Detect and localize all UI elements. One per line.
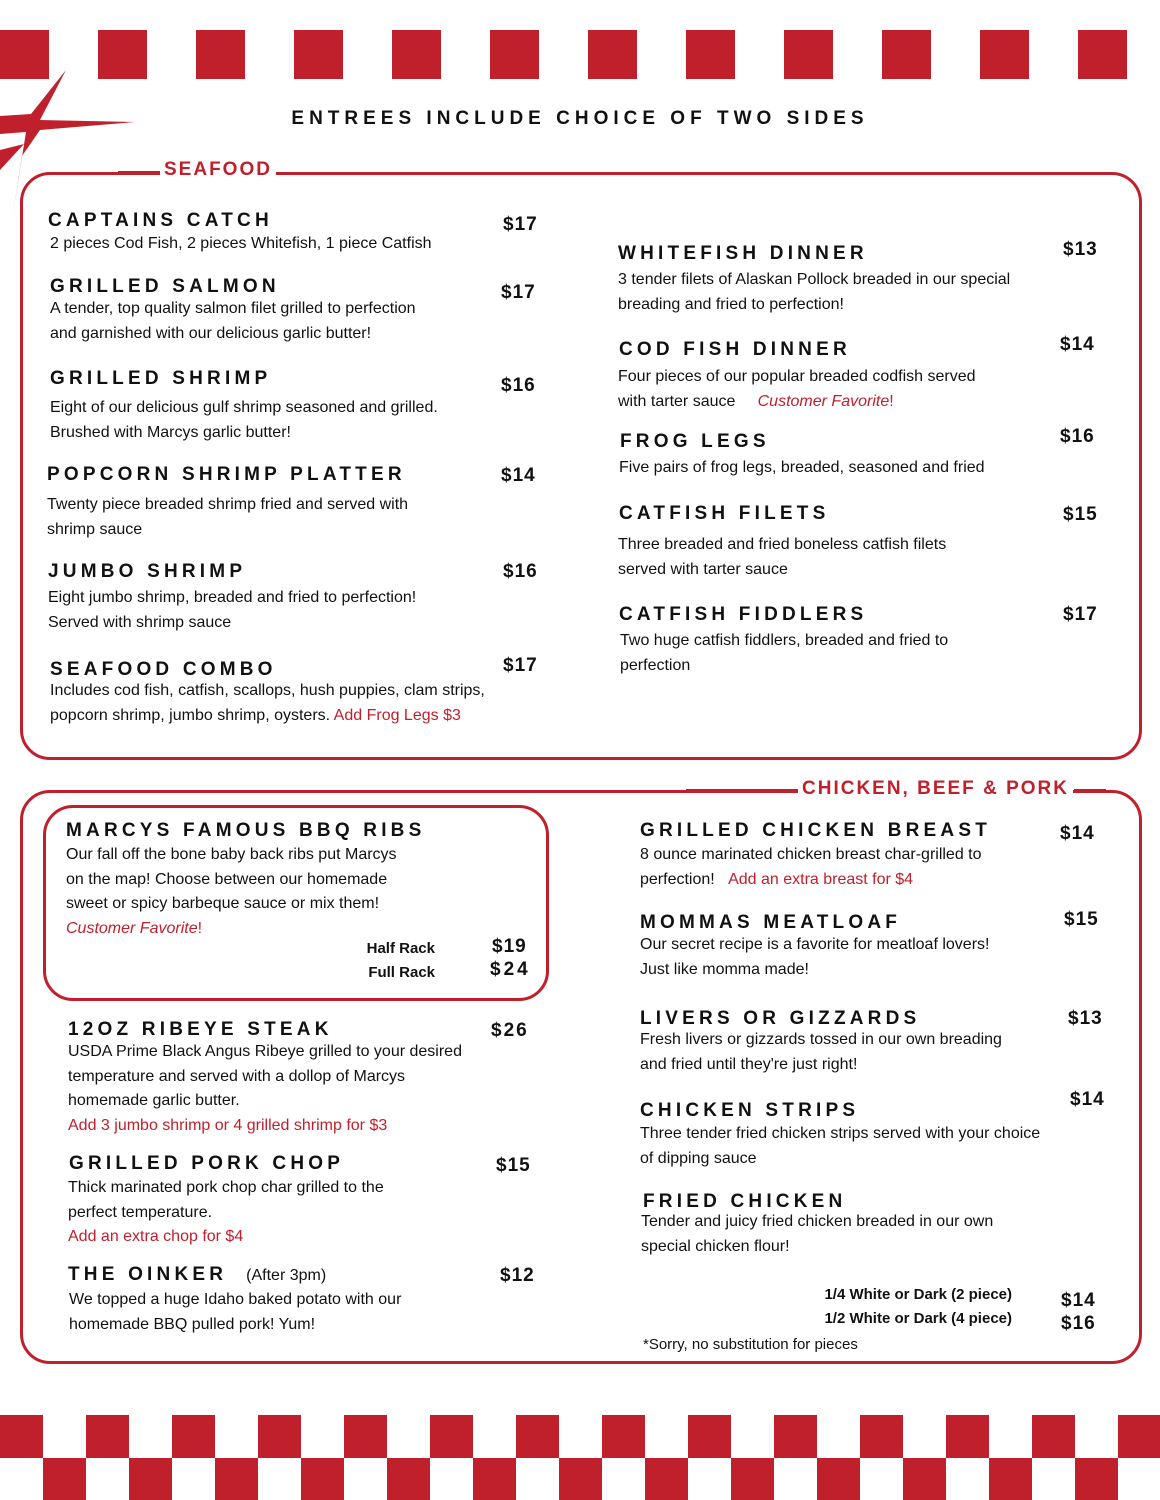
checker-square	[989, 1458, 1032, 1500]
fried-half-label: 1/2 White or Dark (4 piece)	[824, 1310, 1012, 1327]
fried-substitution-note: *Sorry, no substitution for pieces	[643, 1336, 858, 1353]
checker-square	[490, 30, 539, 79]
checker-square	[516, 1415, 559, 1458]
item-pork-chop-price: $15	[496, 1155, 531, 1176]
checker-square	[882, 30, 931, 79]
item-chicken-strips-desc: Three tender fried chicken strips served with your choice of dipping sauce	[640, 1125, 1041, 1167]
item-pork-chop-desc: Thick marinated pork chop char grilled to the perfect temperature. Add an extra chop for $4	[68, 1176, 384, 1250]
item-grilled-chicken-breast-name: GRILLED CHICKEN BREAST	[640, 820, 992, 841]
oinker-time-note: (After 3pm)	[246, 1267, 327, 1284]
checker-square	[602, 1415, 645, 1458]
item-grilled-chicken-breast-price: $14	[1060, 823, 1095, 844]
checker-square	[196, 30, 245, 79]
seafood-section-title: SEAFOOD	[160, 159, 276, 181]
item-catfish-fiddlers-price: $17	[1063, 604, 1098, 625]
item-cod-fish-dinner-desc: Four pieces of our popular breaded codfish served with tarter sauce Customer Favorite!	[618, 368, 976, 410]
checker-square	[559, 1458, 602, 1500]
checker-square	[86, 1415, 129, 1458]
item-captains-catch-price: $17	[503, 214, 538, 235]
item-seafood-combo-price: $17	[503, 655, 538, 676]
checker-square	[430, 1415, 473, 1458]
item-grilled-salmon-desc: A tender, top quality salmon filet grilled to perfection and garnished with our delicious garlic butter!	[50, 300, 416, 342]
fried-half-price: $16	[1061, 1313, 1096, 1334]
checker-square	[645, 1458, 688, 1500]
checker-square	[946, 1415, 989, 1458]
checker-square	[686, 30, 735, 79]
entrees-tagline: ENTREES INCLUDE CHOICE OF TWO SIDES	[291, 108, 869, 129]
ribeye-addon: Add 3 jumbo shrimp or 4 grilled shrimp for $3	[68, 1116, 388, 1134]
checker-square	[688, 1415, 731, 1458]
item-jumbo-shrimp-desc: Eight jumbo shrimp, breaded and fried to perfection! Served with shrimp sauce	[48, 589, 417, 631]
item-grilled-shrimp-name: GRILLED SHRIMP	[50, 368, 272, 389]
item-livers-gizzards-price: $13	[1068, 1008, 1103, 1029]
fried-quarter-price: $14	[1061, 1290, 1096, 1311]
chicken-title-rule-left	[686, 789, 804, 792]
item-oinker-desc: We topped a huge Idaho baked potato with our homemade BBQ pulled pork! Yum!	[69, 1291, 402, 1333]
item-bbq-ribs-name: MARCYS FAMOUS BBQ RIBS	[66, 820, 426, 841]
item-captains-catch-name: CAPTAINS CATCH	[48, 210, 273, 231]
checker-square	[387, 1458, 430, 1500]
item-cod-fish-dinner-name: COD FISH DINNER	[619, 339, 851, 360]
checker-square	[588, 30, 637, 79]
item-chicken-strips-name: CHICKEN STRIPS	[640, 1100, 860, 1121]
item-grilled-shrimp-desc: Eight of our delicious gulf shrimp seasoned and grilled. Brushed with Marcys garlic butter!	[50, 399, 438, 441]
item-catfish-fiddlers-name: CATFISH FIDDLERS	[619, 604, 868, 625]
item-frog-legs-price: $16	[1060, 426, 1095, 447]
item-catfish-fiddlers-desc: Two huge catfish fiddlers, breaded and fried to perfection	[620, 632, 949, 674]
item-popcorn-shrimp-desc: Twenty piece breaded shrimp fried and served with shrimp sauce	[47, 496, 409, 538]
item-bbq-ribs-desc: Our fall off the bone baby back ribs put Marcys on the map! Choose between our homemade sweet or spicy barbeque sauce or mix them! Customer Favorite!	[66, 846, 397, 937]
checker-border-top	[0, 30, 1160, 80]
frog-legs-addon: Add Frog Legs $3	[333, 706, 461, 724]
half-rack-price: $19	[492, 936, 527, 957]
item-grilled-shrimp-price: $16	[501, 375, 536, 396]
item-mommas-meatloaf-name: MOMMAS MEATLOAF	[640, 912, 902, 933]
item-popcorn-shrimp-name: POPCORN SHRIMP PLATTER	[47, 464, 406, 485]
item-frog-legs-name: FROG LEGS	[620, 431, 770, 452]
checker-square	[784, 30, 833, 79]
item-whitefish-dinner-desc: 3 tender filets of Alaskan Pollock breaded in our special breading and fried to perfection!	[618, 271, 1011, 313]
item-oinker-price: $12	[500, 1265, 535, 1286]
checker-square	[903, 1458, 946, 1500]
checker-square	[860, 1415, 903, 1458]
item-ribeye-steak-name: 12OZ RIBEYE STEAK	[68, 1019, 333, 1040]
checker-square	[129, 1458, 172, 1500]
item-fried-chicken-desc: Tender and juicy fried chicken breaded in our own special chicken flour!	[641, 1213, 994, 1255]
item-ribeye-steak-price: $26	[491, 1020, 529, 1041]
customer-favorite-badge: Customer Favorite	[757, 392, 890, 410]
checker-square	[344, 1415, 387, 1458]
item-seafood-combo-desc: Includes cod fish, catfish, scallops, hush puppies, clam strips, popcorn shrimp, jumbo shrimp, oysters. Add Frog Legs $3	[50, 682, 485, 724]
item-catfish-filets-desc: Three breaded and fried boneless catfish filets served with tarter sauce	[618, 536, 947, 578]
checker-square	[258, 1415, 301, 1458]
fried-quarter-label: 1/4 White or Dark (2 piece)	[824, 1286, 1012, 1303]
item-grilled-chicken-breast-desc: 8 ounce marinated chicken breast char-grilled to perfection! Add an extra breast for $4	[640, 846, 982, 888]
chicken-breast-addon: Add an extra breast for $4	[728, 870, 914, 888]
item-livers-gizzards-name: LIVERS OR GIZZARDS	[640, 1008, 921, 1029]
item-frog-legs-desc: Five pairs of frog legs, breaded, seasoned and fried	[619, 459, 985, 476]
item-catfish-filets-price: $15	[1063, 504, 1098, 525]
full-rack-label: Full Rack	[368, 964, 435, 981]
item-jumbo-shrimp-price: $16	[503, 561, 538, 582]
checker-square	[731, 1458, 774, 1500]
item-seafood-combo-name: SEAFOOD COMBO	[50, 659, 277, 680]
item-captains-catch-desc: 2 pieces Cod Fish, 2 pieces Whitefish, 1 piece Catfish	[50, 235, 432, 252]
checker-square	[215, 1458, 258, 1500]
item-mommas-meatloaf-desc: Our secret recipe is a favorite for meatloaf lovers! Just like momma made!	[640, 936, 990, 978]
checker-square	[301, 1458, 344, 1500]
checker-square	[473, 1458, 516, 1500]
checker-square	[172, 1415, 215, 1458]
checker-square	[817, 1458, 860, 1500]
item-popcorn-shrimp-price: $14	[501, 465, 536, 486]
half-rack-label: Half Rack	[366, 940, 435, 957]
checker-square	[1032, 1415, 1075, 1458]
item-pork-chop-name: GRILLED PORK CHOP	[69, 1153, 345, 1174]
checker-square	[294, 30, 343, 79]
item-whitefish-dinner-price: $13	[1063, 239, 1098, 260]
item-catfish-filets-name: CATFISH FILETS	[619, 503, 830, 524]
chicken-section-title: CHICKEN, BEEF & PORK	[798, 778, 1073, 800]
item-mommas-meatloaf-price: $15	[1064, 909, 1099, 930]
customer-favorite-badge: Customer Favorite	[66, 919, 198, 937]
full-rack-price: $24	[490, 959, 531, 980]
item-jumbo-shrimp-name: JUMBO SHRIMP	[48, 561, 247, 582]
checker-square	[1118, 1415, 1160, 1458]
item-grilled-salmon-name: GRILLED SALMON	[50, 276, 280, 297]
chicken-title-rule-right	[1074, 789, 1106, 792]
checker-square	[392, 30, 441, 79]
pork-chop-addon: Add an extra chop for $4	[68, 1228, 244, 1245]
item-fried-chicken-name: FRIED CHICKEN	[643, 1191, 847, 1212]
checker-square	[774, 1415, 817, 1458]
checker-square	[43, 1458, 86, 1500]
item-chicken-strips-price: $14	[1070, 1089, 1105, 1110]
item-cod-fish-dinner-price: $14	[1060, 334, 1095, 355]
checker-square	[1078, 30, 1127, 79]
checker-square	[1075, 1458, 1118, 1500]
checker-square	[0, 1415, 43, 1458]
item-ribeye-steak-desc: USDA Prime Black Angus Ribeye grilled to your desired temperature and served with a dollop of Marcys homemade garlic butter. Add 3 jumbo shrimp or 4 grilled shrimp for $3	[68, 1040, 462, 1138]
checker-border-bottom	[0, 1415, 1160, 1500]
item-grilled-salmon-price: $17	[501, 282, 536, 303]
item-whitefish-dinner-name: WHITEFISH DINNER	[618, 243, 868, 264]
item-livers-gizzards-desc: Fresh livers or gizzards tossed in our own breading and fried until they're just right!	[640, 1031, 1002, 1073]
checker-square	[980, 30, 1029, 79]
item-oinker-name: THE OINKER (After 3pm)	[68, 1264, 327, 1285]
